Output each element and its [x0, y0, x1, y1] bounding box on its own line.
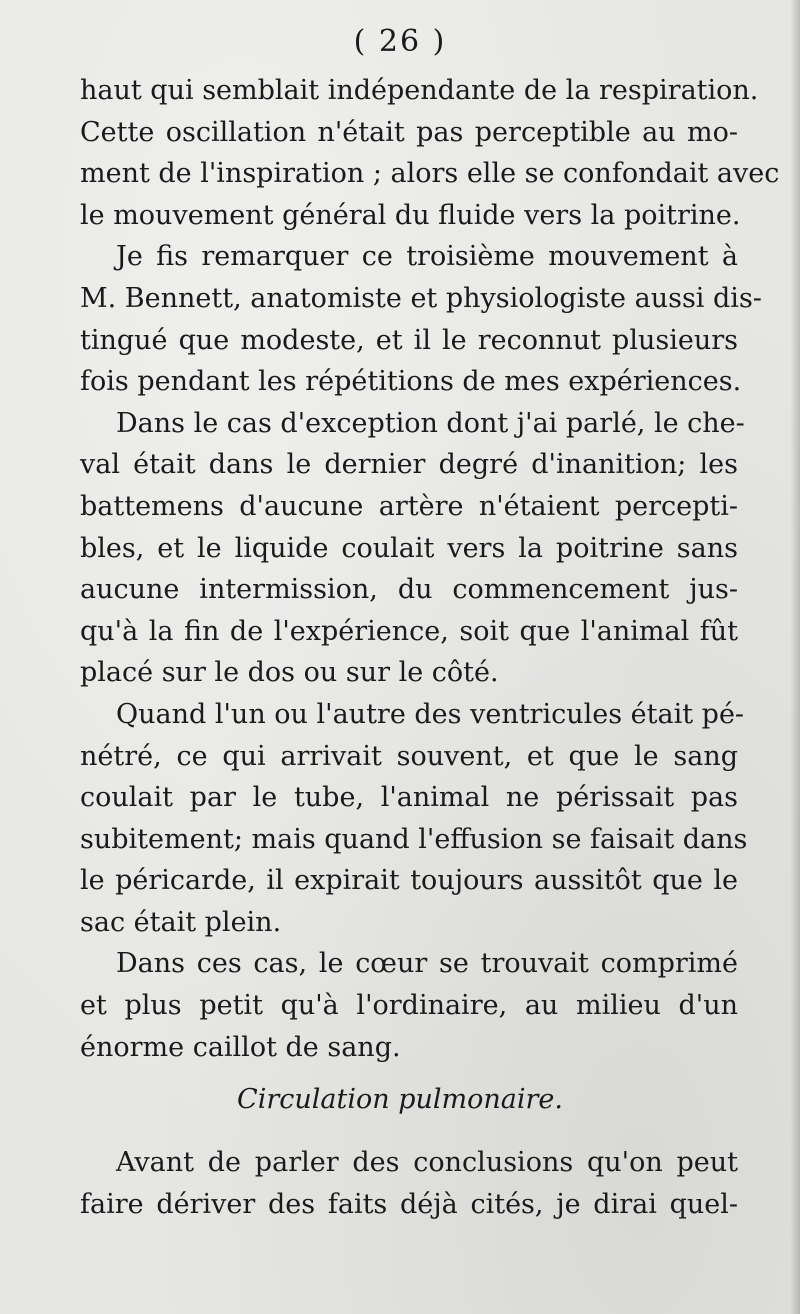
paragraph [80, 694, 748, 944]
section-heading: Circulation pulmonaire. [237, 1084, 563, 1115]
text-line: Cette oscillation n'était pas perceptible au mo- [80, 116, 738, 148]
text-line: énorme caillot de sang. [80, 1031, 401, 1063]
text-line: faire dériver des faits déjà cités, je dirai quel- [80, 1188, 738, 1220]
body-text-top [80, 70, 780, 1068]
paragraph [80, 70, 780, 236]
page-number: ( 26 ) [353, 24, 447, 59]
body-text-bottom [80, 1142, 738, 1225]
text-line: nétré, ce qui arrivait souvent, et que le sang [80, 740, 738, 772]
text-line: battemens d'aucune artère n'étaient percepti- [80, 490, 738, 522]
text-line: le mouvement général du fluide vers la poitrine. [80, 199, 741, 231]
text-line: qu'à la fin de l'expérience, soit que l'animal fût [80, 615, 738, 647]
paragraph [80, 943, 738, 1068]
paragraph [80, 403, 745, 694]
text-line: bles, et le liquide coulait vers la poitrine sans [80, 532, 738, 564]
text-line: Avant de parler des conclusions qu'on peut [116, 1147, 738, 1178]
text-line: tingué que modeste, et il le reconnut plusieurs [80, 324, 738, 356]
text-line: Dans ces cas, le cœur se trouvait comprimé [116, 948, 738, 980]
text-line: Dans le cas d'exception dont j'ai parlé, le che- [116, 407, 745, 439]
text-line: et plus petit qu'à l'ordinaire, au milieu d'un [80, 990, 738, 1022]
text-line: coulait par le tube, l'animal ne périssait pas [80, 782, 738, 814]
paragraph [80, 1142, 738, 1225]
text-line: le péricarde, il expirait toujours aussitôt que le [80, 865, 738, 897]
text-line: M. Bennett, anatomiste et physiologiste aussi dis- [80, 282, 762, 314]
text-line: ment de l'inspiration ; alors elle se confondait avec [80, 158, 780, 190]
text-line: haut qui semblait indépendante de la respiration. [80, 75, 759, 106]
text-line: subitement; mais quand l'effusion se faisait dans [80, 823, 748, 855]
text-line: val était dans le dernier degré d'inanition; les [80, 449, 738, 481]
text-line: placé sur le dos ou sur le côté. [80, 657, 499, 689]
text-line: Je fis remarquer ce troisième mouvement à [116, 241, 738, 273]
text-line: aucune intermission, du commencement jus- [80, 574, 738, 606]
text-line: fois pendant les répétitions de mes expériences. [80, 366, 742, 398]
text-line: Quand l'un ou l'autre des ventricules était pé- [116, 698, 745, 730]
paragraph [80, 236, 762, 402]
text-line: sac était plein. [80, 906, 282, 938]
